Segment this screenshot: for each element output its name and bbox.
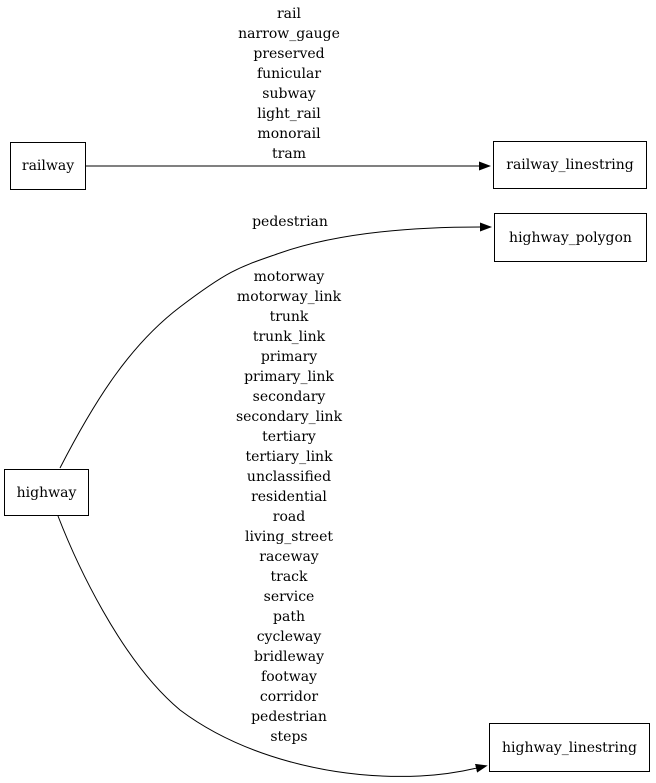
edge-label-line: cycleway (256, 629, 322, 645)
edge-label-line: light_rail (257, 106, 321, 122)
node-highway-polygon-label: highway_polygon (509, 229, 632, 246)
node-railway-linestring-label: railway_linestring (506, 157, 634, 173)
edge-label-line: tertiary_link (245, 449, 333, 465)
edge-label-line: primary_link (244, 369, 334, 385)
edge-label-line: road (272, 509, 306, 525)
node-highway-linestring-label: highway_linestring (502, 739, 637, 756)
edge-label-line: narrow_gauge (238, 26, 340, 42)
edge-label-line: motorway_link (236, 289, 342, 305)
edge-label-line: primary (260, 349, 318, 365)
edge-label-line: funicular (256, 66, 322, 82)
edge-label-line: pedestrian (252, 214, 328, 230)
edge-labels-highway-polygon (252, 212, 328, 232)
edge-label-line: tram (272, 146, 306, 162)
edge-label-line: unclassified (246, 469, 332, 485)
edge-label-line: living_street (244, 529, 334, 545)
edge-label-line: subway (262, 86, 316, 102)
edge-label-line: service (263, 589, 315, 605)
edge-label-line: bridleway (253, 649, 325, 665)
edge-label-line: rail (276, 6, 301, 22)
edge-label-line: corridor (259, 689, 319, 705)
edge-label-line: trunk_link (252, 329, 326, 345)
edge-label-line: track (270, 569, 308, 585)
edge-labels-railway-linestring (238, 4, 340, 164)
edge-label-line: steps (270, 729, 308, 745)
node-highway-label: highway (16, 484, 77, 501)
node-highway (4, 469, 89, 516)
node-highway-linestring (489, 723, 650, 772)
node-railway (10, 142, 86, 190)
edge-labels-highway-linestring (236, 267, 342, 747)
edge-label-line: motorway (253, 269, 325, 285)
node-railway-linestring (493, 141, 647, 189)
node-highway-polygon (494, 213, 647, 262)
edge-label-line: trunk (269, 309, 309, 325)
edge-label-line: raceway (259, 549, 319, 565)
edge-label-line: path (273, 609, 305, 625)
edge-label-line: footway (261, 669, 317, 685)
edge-label-line: monorail (257, 126, 321, 142)
edge-label-line: preserved (253, 46, 325, 62)
edge-label-line: tertiary (262, 429, 316, 445)
edge-label-line: residential (251, 489, 327, 505)
edge-label-line: secondary_link (235, 409, 343, 425)
node-railway-label: railway (21, 158, 75, 174)
edge-label-line: pedestrian (251, 709, 327, 725)
edge-label-line: secondary (252, 389, 326, 405)
